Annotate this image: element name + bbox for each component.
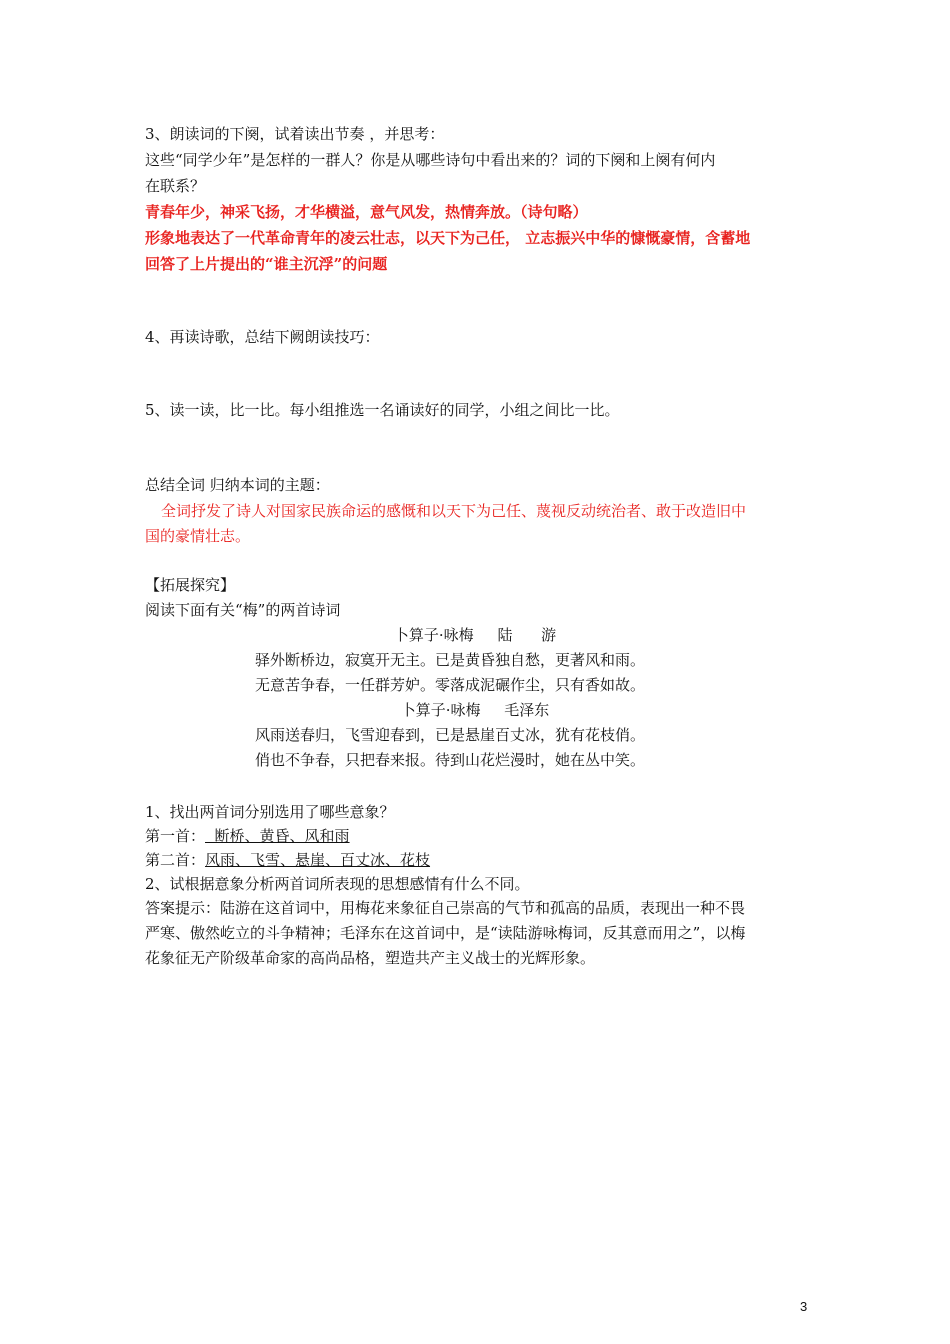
poem2-title: 卜算子·咏梅 毛泽东 [400, 701, 550, 719]
summary-answer-line2: 国的豪情壮志。 [145, 527, 251, 545]
section-3-heading: 3、朗读词的下阕，试着读出节奏 ，并思考： [145, 125, 445, 143]
question1-first-answer [145, 824, 350, 848]
question2-answer-line2: 严寒、傲然屹立的斗争精神；毛泽东在这首词中，是“读陆游咏梅词，反其意而用之”，以梅 [145, 924, 746, 942]
summary-answer-line1: 全词抒发了诗人对国家民族命运的感慨和以天下为己任、蔑视反动统治者、敢于改造旧中 [161, 502, 747, 520]
second-poem-label: 第二首： [145, 851, 206, 869]
extension-heading: 【拓展探究】 [145, 576, 236, 594]
page-number: 3 [800, 1299, 808, 1314]
poem1-title: 卜算子·咏梅 陆 游 [393, 626, 557, 644]
first-poem-imagery: 断桥、黄昏、风和雨 [205, 827, 350, 845]
section-3-answer-line3: 回答了上片提出的“谁主沉浮”的问题 [145, 255, 388, 273]
section-3-question-line1: 这些“同学少年”是怎样的一群人？你是从哪些诗句中看出来的？词的下阕和上阕有何内 [145, 151, 716, 169]
poem2-line2: 俏也不争春，只把春来报。待到山花烂漫时，她在丛中笑。 [255, 751, 646, 769]
section-3-question-line2: 在联系？ [145, 177, 206, 195]
question1-second-answer [145, 848, 430, 872]
second-poem-imagery: 风雨、飞雪、悬崖、百丈冰、花枝 [205, 851, 431, 869]
section-3-answer-line1: 青春年少，神采飞扬，才华横溢，意气风发，热情奔放。（诗句略） [145, 203, 588, 221]
poem1-line1: 驿外断桥边，寂寞开无主。已是黄昏独自愁，更著风和雨。 [255, 651, 646, 669]
question2-answer-line1: 答案提示：陆游在这首词中，用梅花来象征自己崇高的气节和孤高的品质，表现出一种不畏 [145, 899, 746, 917]
section-3-answer-line2: 形象地表达了一代革命青年的凌云壮志，以天下为己任， 立志振兴中华的慷慨豪情，含蓄地 [145, 229, 751, 247]
extension-intro: 阅读下面有关“梅”的两首诗词 [145, 601, 341, 619]
summary-heading: 总结全词 归纳本词的主题： [145, 476, 330, 494]
poem2-line1: 风雨送春归，飞雪迎春到，已是悬崖百丈冰，犹有花枝俏。 [255, 726, 646, 744]
poem1-line2: 无意苦争春，一任群芳妒。零落成泥碾作尘，只有香如故。 [255, 676, 646, 694]
question2-heading: 2、试根据意象分析两首词所表现的思想感情有什么不同。 [145, 875, 530, 893]
question2-answer-line3: 花象征无产阶级革命家的高尚品格，塑造共产主义战士的光辉形象。 [145, 949, 596, 967]
section-5-heading: 5、读一读，比一比。每小组推选一名诵读好的同学，小组之间比一比。 [145, 401, 620, 419]
section-4-heading: 4、再读诗歌，总结下阙朗读技巧： [145, 328, 380, 346]
first-poem-label: 第一首： [145, 827, 206, 845]
question1-heading: 1、找出两首词分别选用了哪些意象？ [145, 803, 395, 821]
